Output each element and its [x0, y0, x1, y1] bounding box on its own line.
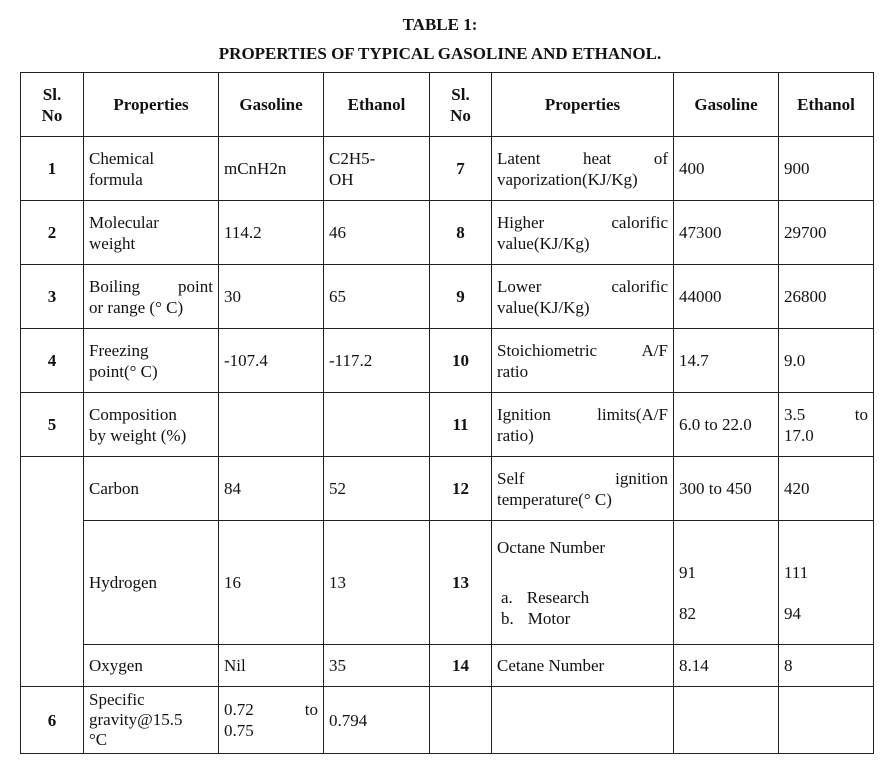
- sl-cell: 4: [21, 329, 84, 393]
- ethanol-cell: 420: [779, 457, 874, 521]
- property-cell: Higher calorific value(KJ/Kg): [492, 201, 674, 265]
- ethanol-cell: 900: [779, 137, 874, 201]
- table-row: [21, 687, 874, 754]
- property-cell: Molecular weight: [84, 201, 219, 265]
- table-row: [21, 645, 874, 687]
- table-row: [21, 137, 874, 201]
- sl-cell: 8: [430, 201, 492, 265]
- property-cell: Ignition limits(A/F ratio): [492, 393, 674, 457]
- ethanol-cell-blank: [779, 687, 874, 754]
- gasoline-cell: 0.72 to 0.75: [219, 687, 324, 754]
- ethanol-cell: [324, 393, 430, 457]
- table-row: [21, 521, 874, 645]
- sl-cell: 5: [21, 393, 84, 457]
- gasoline-cell: 91 82: [674, 521, 779, 645]
- header-properties-right: Properties: [492, 73, 674, 137]
- property-cell: Oxygen: [84, 645, 219, 687]
- table-row: [21, 457, 874, 521]
- sl-cell: 13: [430, 521, 492, 645]
- sl-cell: 14: [430, 645, 492, 687]
- ethanol-cell: C2H5- OH: [324, 137, 430, 201]
- property-cell: Boiling point or range (° C): [84, 265, 219, 329]
- table-title: TABLE 1:: [402, 15, 478, 34]
- property-cell: Composition by weight (%): [84, 393, 219, 457]
- property-cell: Chemical formula: [84, 137, 219, 201]
- table-row: [21, 393, 874, 457]
- sl-cell: 2: [21, 201, 84, 265]
- table-row: [21, 201, 874, 265]
- ethanol-cell: 0.794: [324, 687, 430, 754]
- property-cell: Cetane Number: [492, 645, 674, 687]
- gasoline-cell: 16: [219, 521, 324, 645]
- sl-cell: 10: [430, 329, 492, 393]
- property-cell: Freezing point(° C): [84, 329, 219, 393]
- header-sl-left: Sl. No: [21, 73, 84, 137]
- header-gasoline-right: Gasoline: [674, 73, 779, 137]
- header-row: [21, 73, 874, 137]
- property-cell: Specific gravity@15.5 °C: [84, 687, 219, 754]
- gasoline-cell: 6.0 to 22.0: [674, 393, 779, 457]
- gasoline-cell: 14.7: [674, 329, 779, 393]
- gasoline-cell: 300 to 450: [674, 457, 779, 521]
- gasoline-cell-blank: [674, 687, 779, 754]
- ethanol-cell: 29700: [779, 201, 874, 265]
- property-cell: Hydrogen: [84, 521, 219, 645]
- gasoline-cell: 44000: [674, 265, 779, 329]
- gasoline-cell: 114.2: [219, 201, 324, 265]
- property-cell-blank: [492, 687, 674, 754]
- ethanol-cell: 46: [324, 201, 430, 265]
- sl-cell: 6: [21, 687, 84, 754]
- sl-cell: 11: [430, 393, 492, 457]
- sl-cell: 9: [430, 265, 492, 329]
- ethanol-cell: 9.0: [779, 329, 874, 393]
- gasoline-cell: 47300: [674, 201, 779, 265]
- ethanol-cell: 8: [779, 645, 874, 687]
- property-cell: Stoichiometric A/F ratio: [492, 329, 674, 393]
- header-gasoline-left: Gasoline: [219, 73, 324, 137]
- property-cell: Carbon: [84, 457, 219, 521]
- ethanol-cell: 3.5 to 17.0: [779, 393, 874, 457]
- table-subtitle: PROPERTIES OF TYPICAL GASOLINE AND ETHANOL.: [218, 44, 662, 63]
- gasoline-cell: 84: [219, 457, 324, 521]
- ethanol-cell: 65: [324, 265, 430, 329]
- sl-cell-blank: [430, 687, 492, 754]
- ethanol-cell: -117.2: [324, 329, 430, 393]
- sl-cell-blank: [21, 457, 84, 687]
- gasoline-cell: -107.4: [219, 329, 324, 393]
- header-ethanol-right: Ethanol: [779, 73, 874, 137]
- property-cell: Latent heat of vaporization(KJ/Kg): [492, 137, 674, 201]
- gasoline-cell: [219, 393, 324, 457]
- property-cell: Self ignition temperature(° C): [492, 457, 674, 521]
- ethanol-cell: 13: [324, 521, 430, 645]
- gasoline-cell: 30: [219, 265, 324, 329]
- ethanol-cell: 111 94: [779, 521, 874, 645]
- ethanol-cell: 35: [324, 645, 430, 687]
- sl-cell: 3: [21, 265, 84, 329]
- gasoline-cell: 400: [674, 137, 779, 201]
- property-cell: Lower calorific value(KJ/Kg): [492, 265, 674, 329]
- properties-table: [20, 72, 874, 754]
- header-properties-left: Properties: [84, 73, 219, 137]
- table-row: [21, 265, 874, 329]
- sl-cell: 7: [430, 137, 492, 201]
- header-ethanol-left: Ethanol: [324, 73, 430, 137]
- gasoline-cell: 8.14: [674, 645, 779, 687]
- sl-cell: 1: [21, 137, 84, 201]
- ethanol-cell: 26800: [779, 265, 874, 329]
- gasoline-cell: mCnH2n: [219, 137, 324, 201]
- sl-cell: 12: [430, 457, 492, 521]
- header-sl-right: Sl. No: [430, 73, 492, 137]
- table-row: [21, 329, 874, 393]
- gasoline-cell: Nil: [219, 645, 324, 687]
- ethanol-cell: 52: [324, 457, 430, 521]
- property-cell: Octane Number a. Research b. Motor: [492, 521, 674, 645]
